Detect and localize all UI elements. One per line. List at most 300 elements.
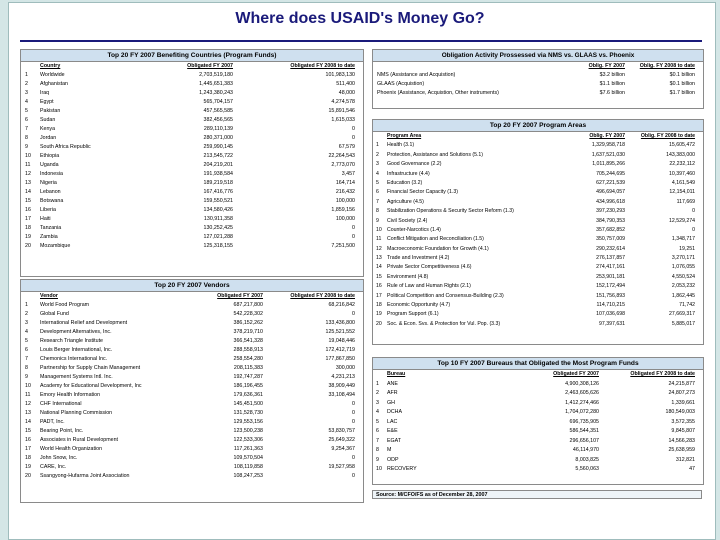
- cell-rank: 6: [25, 117, 28, 123]
- cell-bureau: EGAT: [387, 437, 402, 444]
- cell-obligated-fy2007: 1,704,072,280: [565, 409, 599, 415]
- column-header-country: Country: [40, 63, 61, 69]
- cell-rank: 4: [25, 99, 28, 105]
- cell-oblig-fy2007: 384,790,353: [596, 217, 625, 224]
- table-row: [373, 188, 703, 197]
- cell-oblig-fy2008: 5,885,017: [671, 320, 695, 327]
- cell-vendor: Research Triangle Institute: [40, 338, 104, 344]
- cell-rank: 7: [25, 356, 28, 362]
- cell-rank: 15: [25, 198, 31, 204]
- countries-title: Top 20 FY 2007 Benefiting Countries (Program Funds): [21, 50, 363, 62]
- cell-country: Nigeria: [40, 180, 57, 186]
- table-row: [373, 418, 703, 428]
- table-row: [373, 399, 703, 409]
- cell-oblig-fy2007: 705,244,695: [596, 170, 625, 177]
- cell-oblig-fy2007: 152,172,494: [596, 283, 625, 290]
- cell-obligated-fy2007: 4,900,308,126: [565, 380, 599, 387]
- cell-obligated-fy2007: 145,451,500: [233, 401, 263, 407]
- cell-oblig-fy2008: 1,076,055: [671, 264, 695, 271]
- program-areas-title: Top 20 FY 2007 Program Areas: [373, 120, 703, 132]
- cell-obligated-fy2008: 4,231,213: [331, 374, 355, 380]
- cell-obligated-fy2008: 3,572,355: [671, 418, 695, 425]
- cell-vendor: International Relief and Development: [40, 320, 128, 326]
- table-row: [21, 382, 363, 391]
- cell-country: Botswana: [40, 198, 64, 204]
- cell-obligated-fy2007: 46,114,970: [572, 447, 599, 453]
- cell-oblig-fy2007: 434,996,618: [596, 198, 625, 205]
- cell-rank: 3: [25, 320, 28, 326]
- cell-obligated-fy2007: 109,570,504: [233, 455, 263, 461]
- cell-country: Kenya: [40, 126, 56, 132]
- table-row: [373, 437, 703, 447]
- cell-system: Phoenix (Assistance, Acquistion, Other instruments): [377, 90, 499, 96]
- cell-rank: 5: [25, 108, 28, 114]
- cell-program-area: Macroeconomic Foundation for Growth (4.1): [387, 245, 489, 252]
- table-row: [373, 245, 703, 254]
- column-header-program-area: Program Area: [387, 133, 422, 139]
- table-row: [21, 107, 363, 116]
- cell-obligated-fy2007: 288,558,913: [233, 347, 263, 353]
- cell-rank: 5: [25, 338, 28, 344]
- cell-obligated-fy2008: 0: [352, 455, 355, 461]
- table-row: [21, 472, 363, 481]
- table-row: [21, 346, 363, 355]
- cell-obligated-fy2008: 100,000: [335, 198, 355, 204]
- cell-obligated-fy2007: 159,550,521: [203, 198, 233, 204]
- cell-oblig-fy2007: 397,230,293: [596, 208, 625, 215]
- cell-rank: 7: [25, 126, 28, 132]
- cell-obligated-fy2007: 117,261,363: [233, 446, 263, 452]
- cell-vendor: CARE, Inc.: [40, 464, 67, 470]
- cell-obligated-fy2007: 130,911,358: [203, 216, 233, 222]
- table-row: [373, 141, 703, 150]
- table-row: [373, 408, 703, 418]
- table-row: [21, 463, 363, 472]
- cell-obligated-fy2007: 542,228,302: [233, 311, 263, 317]
- cell-rank: 12: [25, 171, 31, 177]
- table-row: [373, 273, 703, 282]
- cell-rank: 18: [25, 455, 31, 461]
- cell-vendor: Global Fund: [40, 311, 69, 317]
- cell-vendor: World Health Organization: [40, 446, 103, 452]
- cell-oblig-fy2007: 357,682,852: [596, 226, 625, 233]
- cell-system: GLAAS (Acquistion): [377, 81, 425, 87]
- cell-obligated-fy2007: 289,110,139: [203, 126, 233, 132]
- cell-rank: 11: [376, 236, 382, 243]
- table-row: [21, 436, 363, 445]
- cell-rank: 12: [376, 245, 382, 252]
- cell-obligated-fy2007: 204,219,201: [203, 162, 233, 168]
- table-row: [21, 454, 363, 463]
- cell-rank: 15: [25, 428, 31, 434]
- cell-rank: 13: [376, 255, 382, 262]
- cell-country: Lebanon: [40, 189, 61, 195]
- column-header-obligated-fy2007: Obligated FY 2007: [553, 371, 599, 377]
- table-row: [21, 125, 363, 134]
- cell-bureau: ODP: [387, 456, 399, 463]
- cell-obligated-fy2007: 125,318,155: [203, 243, 233, 249]
- table-row: [373, 292, 703, 301]
- cell-obligated-fy2008: 1,615,033: [331, 117, 355, 123]
- table-row: [21, 215, 363, 224]
- column-header-oblig-fy2007: Oblig. FY 2007: [588, 63, 625, 69]
- column-header-vendor: Vendor: [40, 293, 58, 299]
- cell-rank: 14: [25, 419, 31, 425]
- bureaus-title: Top 10 FY 2007 Bureaus that Obligated the Most Program Funds: [373, 358, 703, 370]
- cell-oblig-fy2008: 15,605,472: [669, 142, 695, 149]
- cell-obligated-fy2007: 457,565,585: [203, 108, 233, 114]
- cell-vendor: Bearing Point, Inc.: [40, 428, 84, 434]
- cell-rank: 8: [376, 208, 379, 215]
- column-header-bureau: Bureau: [387, 371, 406, 377]
- cell-rank: 18: [25, 225, 31, 231]
- table-row: [373, 310, 703, 319]
- cell-rank: 2: [376, 151, 379, 158]
- cell-oblig-fy2008: $0.1 billion: [669, 81, 695, 87]
- column-header-obligated-fy2008: Obligated FY 2008 to date: [290, 63, 355, 69]
- cell-rank: 8: [25, 135, 28, 141]
- cell-rank: 13: [25, 410, 31, 416]
- cell-obligated-fy2007: 2,463,605,626: [565, 390, 599, 396]
- table-row: [21, 152, 363, 161]
- cell-oblig-fy2008: 2,053,232: [671, 283, 695, 290]
- table-row: [373, 179, 703, 188]
- cell-oblig-fy2007: 627,221,539: [596, 179, 625, 186]
- cell-obligated-fy2008: 133,436,800: [325, 320, 355, 326]
- cell-obligated-fy2007: 696,735,905: [569, 418, 599, 425]
- countries-column-headers: [21, 62, 363, 71]
- cell-country: Egypt: [40, 99, 54, 105]
- cell-program-area: Health (3.1): [387, 142, 415, 149]
- cell-oblig-fy2007: $1.1 billion: [599, 81, 625, 87]
- cell-vendor: CHF International: [40, 401, 82, 407]
- table-row: [373, 71, 703, 80]
- cell-obligated-fy2007: 1,243,380,243: [199, 90, 233, 96]
- table-row: [21, 170, 363, 179]
- cell-rank: 17: [25, 446, 31, 452]
- vendors-title: Top 20 FY 2007 Vendors: [21, 280, 363, 292]
- cell-country: Indonesia: [40, 171, 63, 177]
- cell-obligated-fy2008: 25,638,959: [668, 447, 695, 453]
- cell-obligated-fy2008: 38,909,449: [328, 383, 355, 389]
- cell-obligated-fy2007: 1,445,651,383: [199, 81, 233, 87]
- cell-oblig-fy2007: 1,329,958,718: [591, 142, 625, 149]
- cell-program-area: Agriculture (4.5): [387, 198, 424, 205]
- cell-rank: 1: [376, 380, 379, 387]
- cell-rank: 20: [25, 243, 31, 249]
- cell-vendor: Development Alternatives, Inc.: [40, 329, 112, 335]
- cell-rank: 9: [376, 217, 379, 224]
- cell-obligated-fy2007: 186,196,455: [233, 383, 263, 389]
- cell-oblig-fy2008: $0.1 billion: [669, 72, 695, 78]
- cell-program-area: Education (3.2): [387, 179, 423, 186]
- cell-rank: 9: [376, 456, 379, 463]
- cell-obligated-fy2008: 216,432: [335, 189, 355, 195]
- cell-country: Afghanistan: [40, 81, 68, 87]
- cell-oblig-fy2007: $7.6 billion: [599, 90, 625, 96]
- cell-obligated-fy2008: 164,714: [335, 180, 355, 186]
- cell-obligated-fy2007: 127,021,288: [203, 234, 233, 240]
- bureaus-column-headers: [373, 370, 703, 380]
- cell-obligated-fy2008: 4,274,578: [331, 99, 355, 105]
- cell-oblig-fy2007: 253,901,181: [596, 273, 625, 280]
- cell-obligated-fy2008: 0: [352, 126, 355, 132]
- cell-obligated-fy2008: 15,891,546: [328, 108, 355, 114]
- cell-rank: 11: [25, 392, 31, 398]
- column-header-obligated-fy2008: Obligated FY 2008 to date: [290, 293, 355, 299]
- cell-obligated-fy2008: 172,412,719: [325, 347, 355, 353]
- cell-rank: 2: [376, 390, 379, 396]
- cell-oblig-fy2008: 10,397,460: [669, 170, 695, 177]
- cell-rank: 12: [25, 401, 31, 407]
- cell-obligated-fy2007: 5,560,063: [575, 466, 599, 472]
- cell-rank: 1: [25, 302, 28, 308]
- cell-obligated-fy2007: 366,541,328: [233, 338, 263, 344]
- cell-program-area: Stabilization Operations & Security Sector Reform (1.3): [387, 208, 514, 215]
- cell-program-area: Financial Sector Capacity (1.3): [387, 189, 458, 196]
- cell-rank: 17: [376, 292, 382, 299]
- table-row: [21, 233, 363, 242]
- column-header-oblig-fy2008: Oblig. FY 2008 to date: [639, 63, 695, 69]
- cell-bureau: GH: [387, 399, 395, 406]
- cell-rank: 20: [25, 473, 31, 479]
- cell-rank: 1: [376, 142, 379, 149]
- source-note: [372, 490, 702, 499]
- cell-obligated-fy2008: 48,000: [338, 90, 355, 96]
- cell-rank: 6: [376, 189, 379, 196]
- cell-oblig-fy2008: 117,669: [676, 198, 695, 205]
- column-header-oblig-fy2007: Oblig. FY 2007: [589, 133, 625, 139]
- cell-obligated-fy2008: 24,807,273: [668, 390, 695, 396]
- cell-oblig-fy2008: 4,550,524: [671, 273, 695, 280]
- cell-obligated-fy2007: 565,704,157: [203, 99, 233, 105]
- cell-vendor: Emory Health Information: [40, 392, 101, 398]
- cell-obligated-fy2007: 296,656,107: [569, 437, 599, 444]
- cell-vendor: Associates in Rural Development: [40, 437, 119, 443]
- cell-obligated-fy2008: 0: [352, 473, 355, 479]
- table-row: [21, 373, 363, 382]
- cell-obligated-fy2007: 208,115,383: [233, 365, 263, 371]
- table-row: [21, 427, 363, 436]
- cell-vendor: PADT, Inc.: [40, 419, 65, 425]
- cell-obligated-fy2007: 386,152,262: [233, 320, 263, 326]
- cell-program-area: Good Governance (2.2): [387, 161, 442, 168]
- table-row: [21, 143, 363, 152]
- cell-program-area: Trade and Investment (4.2): [387, 255, 450, 262]
- cell-oblig-fy2007: 1,637,521,030: [591, 151, 625, 158]
- cell-vendor: Ssangyong-Hufarma Joint Association: [40, 473, 130, 479]
- cell-rank: 4: [25, 329, 28, 335]
- table-row: [373, 217, 703, 226]
- table-row: [21, 242, 363, 251]
- cell-oblig-fy2007: 276,137,857: [596, 255, 625, 262]
- table-row: [373, 151, 703, 160]
- cell-rank: 3: [376, 161, 379, 168]
- cell-obligated-fy2008: 1,339,661: [671, 399, 695, 406]
- table-row: [373, 427, 703, 437]
- cell-obligated-fy2008: 33,108,494: [328, 392, 355, 398]
- cell-country: Mozambique: [40, 243, 71, 249]
- program-areas-column-headers: [373, 132, 703, 141]
- vendors-column-headers: [21, 292, 363, 301]
- table-row: [373, 235, 703, 244]
- cell-rank: 16: [25, 207, 31, 213]
- cell-country: Zambia: [40, 234, 58, 240]
- cell-rank: 10: [25, 153, 31, 159]
- cell-program-area: Soc. & Econ. Svs. & Protection for Vul. Pop. (3.3): [387, 320, 501, 327]
- table-row: [21, 328, 363, 337]
- cell-rank: 9: [25, 144, 28, 150]
- table-row: [21, 391, 363, 400]
- cell-rank: 10: [376, 466, 382, 472]
- cell-rank: 5: [376, 418, 379, 425]
- cell-obligated-fy2008: 19,527,958: [328, 464, 355, 470]
- cell-country: Ethiopia: [40, 153, 60, 159]
- table-row: [373, 198, 703, 207]
- table-row: [373, 282, 703, 291]
- cell-obligated-fy2007: 167,416,776: [203, 189, 233, 195]
- cell-obligated-fy2008: 0: [352, 419, 355, 425]
- cell-obligated-fy2007: 1,412,274,466: [565, 399, 599, 406]
- cell-oblig-fy2007: 1,011,895,266: [592, 161, 625, 168]
- cell-obligated-fy2007: 280,371,000: [203, 135, 233, 141]
- cell-obligated-fy2008: 3,457: [341, 171, 355, 177]
- table-row: [21, 98, 363, 107]
- cell-obligated-fy2008: 53,830,757: [328, 428, 355, 434]
- cell-rank: 14: [376, 264, 382, 271]
- column-header-obligated-fy2007: Obligated FY 2007: [217, 293, 263, 299]
- cell-oblig-fy2008: 143,383,000: [666, 151, 695, 158]
- cell-rank: 19: [376, 311, 382, 318]
- cell-country: Sudan: [40, 117, 56, 123]
- cell-oblig-fy2008: 27,669,317: [669, 311, 695, 318]
- table-row: [21, 224, 363, 233]
- cell-obligated-fy2008: 511,400: [336, 81, 355, 87]
- table-row: [21, 337, 363, 346]
- cell-bureau: ANE: [387, 380, 398, 387]
- table-row: [21, 197, 363, 206]
- table-row: [21, 134, 363, 143]
- table-row: [21, 400, 363, 409]
- table-row: [21, 188, 363, 197]
- cell-program-area: Political Competition and Consensus-Building (2.3): [387, 292, 504, 299]
- table-row: [373, 254, 703, 263]
- cell-obligated-fy2007: 108,247,253: [233, 473, 263, 479]
- table-row: [21, 116, 363, 125]
- cell-obligated-fy2008: 0: [352, 311, 355, 317]
- cell-obligated-fy2008: 101,983,130: [325, 72, 355, 78]
- table-row: [373, 207, 703, 216]
- cell-rank: 13: [25, 180, 31, 186]
- bureaus-table: [372, 357, 704, 485]
- cell-obligated-fy2007: 258,554,280: [233, 356, 263, 362]
- cell-obligated-fy2008: 67,579: [338, 144, 355, 150]
- cell-vendor: Management Systems Intl. Inc.: [40, 374, 113, 380]
- cell-obligated-fy2008: 0: [352, 410, 355, 416]
- table-row: [21, 364, 363, 373]
- cell-obligated-fy2008: 312,821: [675, 456, 695, 463]
- cell-rank: 17: [25, 216, 31, 222]
- cell-oblig-fy2008: 4,161,549: [671, 179, 695, 186]
- cell-rank: 16: [25, 437, 31, 443]
- cell-rank: 3: [25, 90, 28, 96]
- table-row: [373, 89, 703, 98]
- cell-obligated-fy2007: 8,003,825: [575, 456, 599, 463]
- cell-obligated-fy2008: 125,521,552: [325, 329, 355, 335]
- cell-obligated-fy2008: 1,859,156: [331, 207, 355, 213]
- cell-country: Tanzania: [40, 225, 62, 231]
- cell-vendor: World Food Program: [40, 302, 90, 308]
- cell-rank: 11: [25, 162, 31, 168]
- cell-obligated-fy2007: 123,500,238: [233, 428, 263, 434]
- cell-obligated-fy2007: 191,938,584: [203, 171, 233, 177]
- cell-obligated-fy2007: 378,219,710: [233, 329, 263, 335]
- cell-rank: 10: [376, 226, 382, 233]
- cell-program-area: Program Support (6.1): [387, 311, 439, 318]
- cell-rank: 2: [25, 311, 28, 317]
- table-row: [21, 161, 363, 170]
- table-row: [373, 446, 703, 456]
- table-row: [21, 89, 363, 98]
- table-row: [373, 380, 703, 390]
- cell-oblig-fy2007: 350,757,009: [596, 236, 625, 243]
- cell-rank: 2: [25, 81, 28, 87]
- cell-bureau: AFR: [387, 390, 398, 396]
- obligation-activity-table: [372, 49, 704, 109]
- cell-rank: 16: [376, 283, 382, 290]
- cell-oblig-fy2007: 97,397,631: [599, 320, 625, 327]
- cell-oblig-fy2008: $1.7 billion: [669, 90, 695, 96]
- cell-program-area: Civil Society (2.4): [387, 217, 428, 224]
- title-rule: [20, 40, 702, 42]
- cell-bureau: LAC: [387, 418, 398, 425]
- cell-rank: 14: [25, 189, 31, 195]
- cell-country: Liberia: [40, 207, 56, 213]
- cell-obligated-fy2007: 382,456,565: [203, 117, 233, 123]
- cell-obligated-fy2008: 300,000: [335, 365, 355, 371]
- obligation-title: Obligation Activity Prossessed via NMS vs. GLAAS vs. Phoenix: [373, 50, 703, 62]
- cell-obligated-fy2008: 0: [352, 225, 355, 231]
- table-row: [373, 301, 703, 310]
- cell-rank: 5: [376, 179, 379, 186]
- cell-obligated-fy2008: 9,845,807: [671, 428, 695, 434]
- column-header-obligated-fy2007: Obligated FY 2007: [187, 63, 233, 69]
- cell-rank: 1: [25, 72, 28, 78]
- cell-oblig-fy2008: 22,232,112: [669, 161, 695, 168]
- cell-rank: 18: [376, 302, 382, 309]
- cell-program-area: Conflict Mitigation and Reconciliation (1.5): [387, 236, 484, 243]
- column-header-oblig-fy2008: Oblig. FY 2008 to date: [640, 133, 695, 139]
- table-row: [21, 206, 363, 215]
- cell-oblig-fy2008: 71,742: [679, 302, 695, 309]
- cell-obligated-fy2008: 180,549,003: [665, 409, 695, 415]
- cell-rank: 6: [25, 347, 28, 353]
- cell-rank: 10: [25, 383, 31, 389]
- cell-oblig-fy2007: 151,756,893: [596, 292, 625, 299]
- cell-rank: 7: [376, 437, 379, 444]
- cell-oblig-fy2008: 12,529,274: [669, 217, 695, 224]
- cell-oblig-fy2008: 0: [692, 208, 695, 215]
- cell-obligated-fy2007: 192,747,287: [233, 374, 263, 380]
- table-row: [21, 409, 363, 418]
- cell-obligated-fy2008: 100,000: [335, 216, 355, 222]
- cell-program-area: Private Sector Competitiveness (4.6): [387, 264, 472, 271]
- cell-obligated-fy2007: 108,119,858: [233, 464, 263, 470]
- table-row: [21, 445, 363, 454]
- table-row: [21, 310, 363, 319]
- cell-obligated-fy2008: 24,215,877: [668, 380, 695, 387]
- cell-rank: 6: [376, 428, 379, 434]
